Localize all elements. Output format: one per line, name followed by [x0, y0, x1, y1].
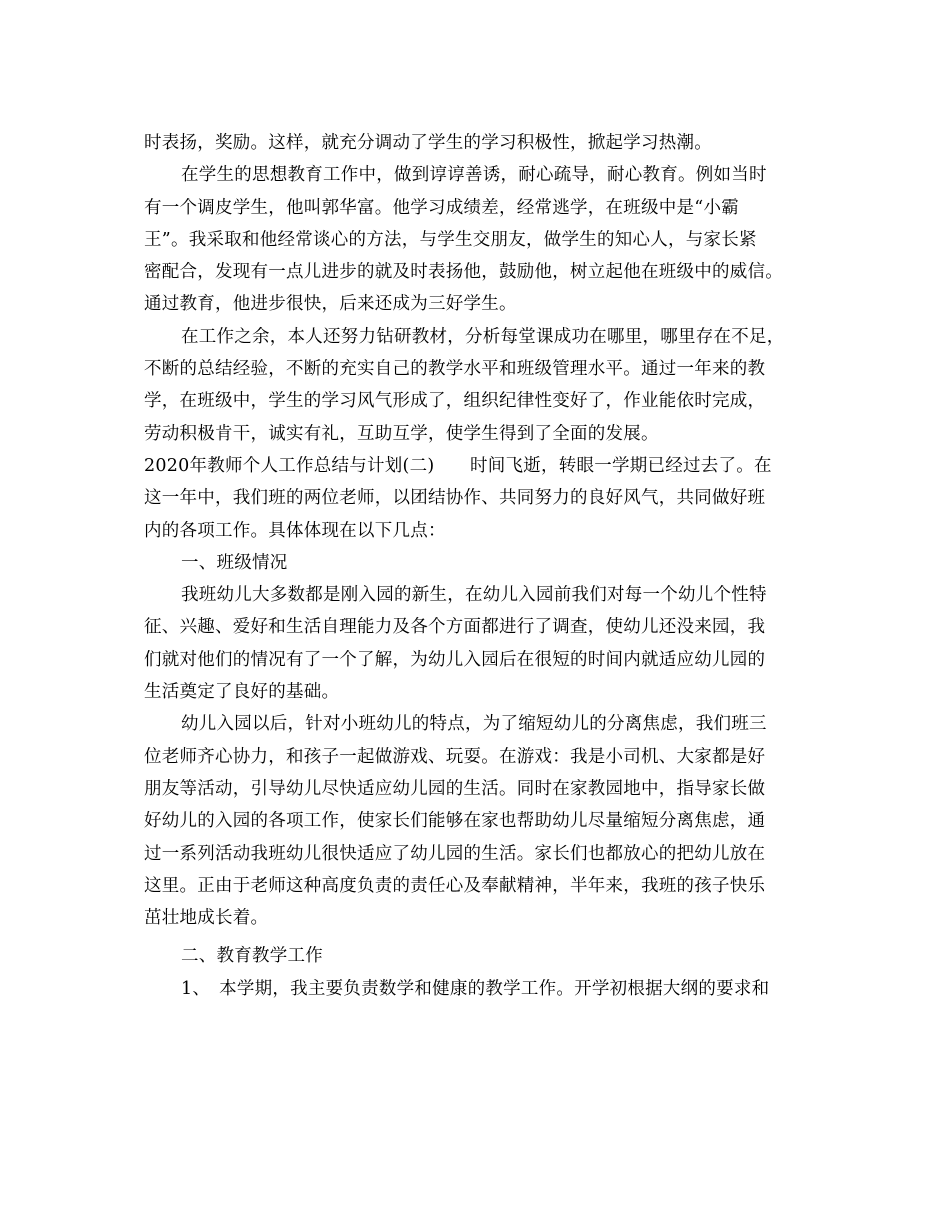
paragraph-line: 王”。我采取和他经常谈心的方法，与学生交朋友，做学生的知心人，与家长紧	[144, 229, 757, 250]
paragraph-line: 学，在班级中，学生的学习风气形成了，组织纪律性变好了，作业能依时完成，	[144, 391, 766, 412]
paragraph-line: 有一个调皮学生，他叫郭华富。他学习成绩差，经常逃学，在班级中是“小霸	[144, 197, 739, 218]
section-heading: 二、教育教学工作	[181, 946, 323, 967]
paragraph-line: 时表扬，奖励。这样，就充分调动了学生的学习积极性，掀起学习热潮。	[144, 133, 712, 153]
section-title-line: 2020年教师个人工作总结与计划(二) 时间飞逝，转眼一学期已经过去了。在	[144, 455, 772, 476]
paragraph-line: 朋友等活动，引导幼儿尽快适应幼儿园的生活。同时在家教园地中，指导家长做	[144, 778, 766, 799]
paragraph-line: 茁壮地成长着。	[144, 908, 269, 929]
paragraph-line: 不断的总结经验，不断的充实自己的教学水平和班级管理水平。通过一年来的教	[144, 359, 766, 380]
paragraph-line: 生活奠定了良好的基础。	[144, 682, 340, 703]
paragraph-line: 过一系列活动我班幼儿很快适应了幼儿园的生活。家长们也都放心的把幼儿放在	[144, 843, 766, 864]
paragraph-line: 幼儿入园以后，针对小班幼儿的特点，为了缩短幼儿的分离焦虑，我们班三	[181, 714, 767, 735]
paragraph-line: 1、 本学期，我主要负责数学和健康的教学工作。开学初根据大纲的要求和	[181, 978, 770, 999]
paragraph-line: 位老师齐心协力，和孩子一起做游戏、玩耍。在游戏：我是小司机、大家都是好	[144, 746, 766, 767]
document-body	[144, 127, 804, 1005]
paragraph-line: 密配合，发现有一点儿进步的就及时表扬他，鼓励他，树立起他在班级中的威信。	[144, 262, 783, 283]
paragraph-line: 这里。正由于老师这种高度负责的责任心及奉献精神，半年来，我班的孩子快乐	[144, 875, 766, 896]
paragraph-line: 我班幼儿大多数都是刚入园的新生，在幼儿入园前我们对每一个幼儿个性特	[181, 585, 767, 606]
section-heading: 一、班级情况	[181, 552, 288, 573]
paragraph-line: 好幼儿的入园的各项工作，使家长们能够在家也帮助幼儿尽量缩短分离焦虑，通	[144, 811, 766, 832]
paragraph-line: 劳动积极肯干，诚实有礼，互助互学，使学生得到了全面的发展。	[144, 423, 659, 444]
paragraph-line: 们就对他们的情况有了一个了解，为幼儿入园后在很短的时间内就适应幼儿园的	[144, 649, 766, 670]
paragraph-line: 通过教育，他进步很快，后来还成为三好学生。	[144, 294, 517, 315]
paragraph-line: 在工作之余，本人还努力钻研教材，分析每堂课成功在哪里，哪里存在不足，	[181, 326, 785, 347]
paragraph-line: 内的各项工作。具体体现在以下几点：	[144, 520, 446, 541]
paragraph-line: 在学生的思想教育工作中，做到谆谆善诱，耐心疏导，耐心教育。例如当时	[181, 165, 767, 186]
paragraph-line: 这一年中，我们班的两位老师，以团结协作、共同努力的良好风气，共同做好班	[144, 488, 766, 509]
paragraph-line: 征、兴趣、爱好和生活自理能力及各个方面都进行了调查，使幼儿还没来园，我	[144, 617, 766, 638]
